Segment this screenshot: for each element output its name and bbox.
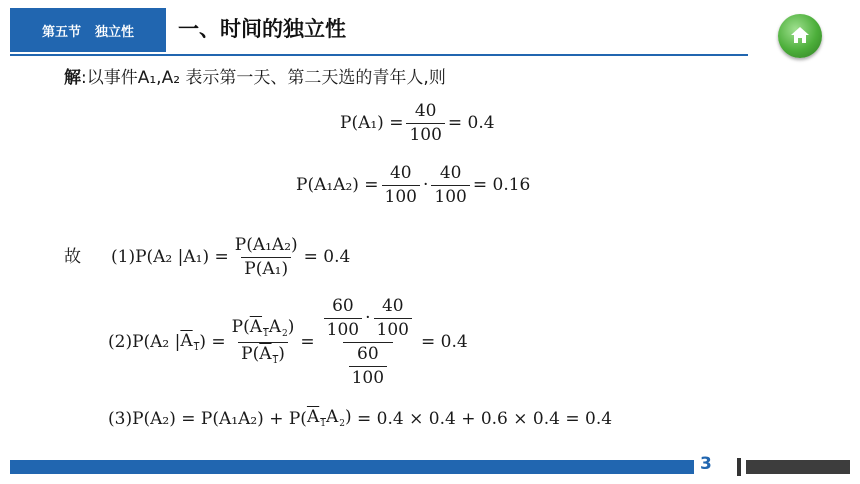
eq2-fraction-2 — [431, 165, 469, 206]
eq2-dot: · — [423, 175, 429, 195]
eq2-denominator-1: 100 — [382, 185, 420, 206]
equation-2 — [296, 165, 530, 206]
footer-bar — [10, 460, 694, 474]
p1-numerator: P(A₁A₂) — [234, 235, 298, 255]
equation-1 — [340, 103, 495, 144]
eq2-rhs: = 0.16 — [472, 175, 531, 195]
p2-label: (2)P(A₂ | — [108, 332, 181, 352]
p2-compound-numerator: $\frac{60}{100}$ · $\frac{40}{100}$ — [318, 298, 418, 342]
eq1-rhs: = 0.4 — [447, 113, 495, 133]
part-1 — [64, 237, 350, 278]
p3-a1-bar: $A_1$ — [306, 407, 326, 429]
p2-den-a: 60 — [357, 344, 379, 364]
eq1-fraction — [406, 103, 444, 144]
part-2: (2)P(A₂ | $A_1$ ) = $\frac{P(A_1A_2)}{P(A_1)}$ = $\frac{60}{100}$ · $\frac{40}{100}$ $\frac{60}{100}$ = 0.4 — [108, 296, 468, 388]
p2-compound-denominator — [343, 342, 393, 387]
eq1-lhs: P(A₁) = — [340, 113, 404, 133]
eq2-numerator-1: 40 — [389, 163, 412, 183]
p2-left-denominator: $P(A_1)$ — [238, 342, 288, 366]
p1-label: (1)P(A₂ |A₁) = — [111, 247, 229, 267]
p2-den-b: 100 — [349, 366, 387, 387]
footer-dark-bar — [746, 460, 850, 474]
solution-intro-line — [64, 70, 446, 87]
section-tag — [10, 8, 166, 52]
p2-rhs: = 0.4 — [420, 332, 468, 352]
p1-fraction — [232, 237, 301, 278]
eq2-numerator-2: 40 — [439, 163, 462, 183]
therefore-label: 故 — [64, 247, 81, 267]
home-button[interactable] — [778, 14, 822, 58]
solution-label: 解 — [64, 68, 81, 88]
p2-fraction-left — [229, 319, 298, 366]
eq2-denominator-2: 100 — [431, 185, 469, 206]
eq2-lhs: P(A₁A₂) = — [296, 175, 379, 195]
home-icon — [789, 24, 811, 46]
p2-num-c: 40 — [381, 296, 404, 316]
p2-left-numerator: $P(A_1A_2)$ — [231, 317, 295, 339]
p2-a1-bar: $A_1$ — [180, 330, 200, 353]
section-number: 第五节 — [41, 24, 81, 40]
footer-separator — [737, 458, 741, 476]
page-title: 一、时间的独立性 — [178, 17, 346, 41]
header-divider — [10, 54, 748, 56]
p2-num-d: 100 — [374, 318, 412, 339]
eq2-fraction-1 — [382, 165, 420, 206]
eq1-denominator: 100 — [406, 123, 444, 144]
p1-denominator: P(A₁) — [241, 257, 291, 278]
solution-intro: :以事件A₁,A₂ 表示第一天、第二天选的青年人,则 — [81, 68, 446, 88]
p3-rhs: = 0.4 × 0.4 + 0.6 × 0.4 = 0.4 — [357, 408, 613, 429]
p2-num-a: 60 — [332, 296, 354, 316]
eq1-numerator: 40 — [414, 101, 437, 121]
page-number: 3 — [700, 454, 712, 474]
part-3: (3)P(A₂) = P(A₁A₂) + P( $A_1$ $A_2$) = 0.4 × 0.4 + 0.6 × 0.4 = 0.4 — [108, 407, 613, 429]
p2-compound-fraction — [318, 298, 418, 387]
p2-num-b: 100 — [324, 318, 362, 339]
p3-label: (3)P(A₂) = P(A₁A₂) + P( — [108, 408, 307, 429]
section-title: 独立性 — [95, 24, 135, 40]
p1-rhs: = 0.4 — [303, 247, 351, 267]
